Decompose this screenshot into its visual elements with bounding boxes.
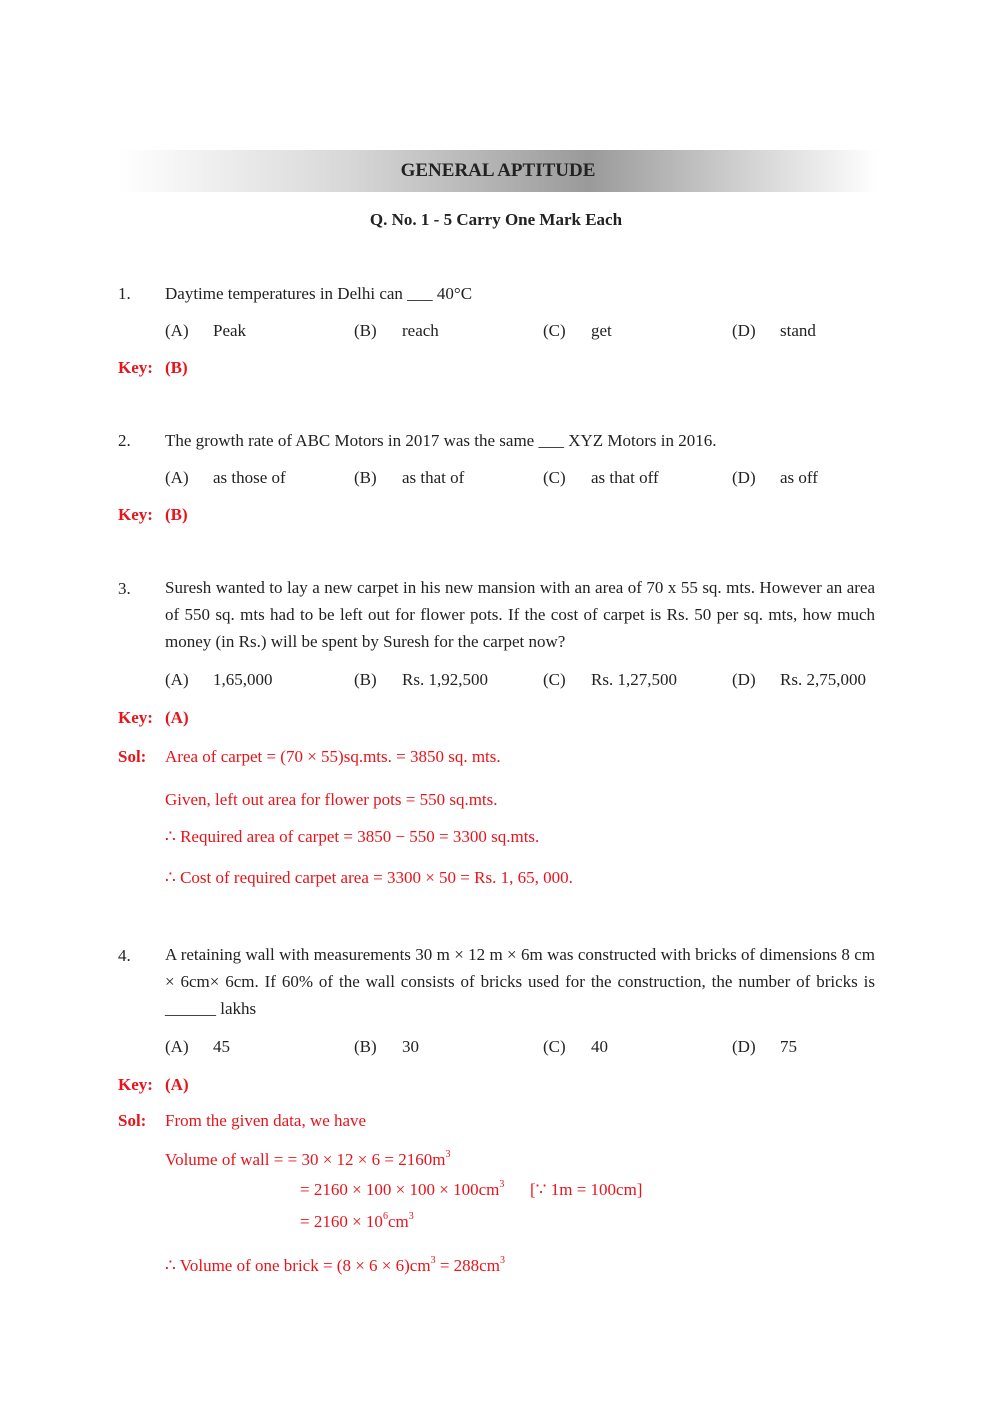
sol-label: Sol: [118,1111,147,1130]
section-subtitle: Q. No. 1 - 5 Carry One Mark Each [369,210,623,229]
option-label: (D) [732,321,756,340]
question-2-number: 2. [118,431,131,450]
section-title: GENERAL APTITUDE [400,160,596,181]
solution-line: ∴ Cost of required carpet area = 3300 × 50 = Rs. 1, 65, 000. [165,868,573,887]
solution-wall-volume [165,1150,450,1170]
solution-line: Area of carpet = (70 × 55)sq.mts. = 3850 sq. mts. [165,747,501,766]
solution-wall-volume-cm [300,1180,504,1200]
option-text: as that off [591,468,659,487]
cube-exponent: 3 [499,1179,505,1190]
solution-brick-volume [165,1256,505,1276]
option-label: (C) [543,468,566,487]
option-text: reach [402,321,439,340]
option-label: (D) [732,1037,756,1056]
solution-line: ∴ Required area of carpet = 3850 − 550 = 3300 sq.mts. [165,827,540,846]
key-label: Key: [118,708,153,727]
key-label: Key: [118,505,153,524]
option-text: as those of [213,468,286,487]
question-2-text: The growth rate of ABC Motors in 2017 was the same ___ XYZ Motors in 2016. [165,431,717,450]
question-1-key: (B) [165,358,188,377]
option-label: (C) [543,670,566,689]
cube-exponent: 3 [445,1149,451,1160]
question-3-number: 3. [118,579,131,598]
solution-unit: cm [387,1212,409,1231]
solution-eq: = 2160 × 100 × 100 × 100cm [300,1180,500,1199]
question-3-text: Suresh wanted to lay a new carpet in his new mansion with an area of 70 x 55 sq. mts. However an area of 550 sq. mts had to be left out for flower pots. If the cost of carpet is Rs. 50 per sq. mts, how much money (in Rs.) will be spent by Suresh for the carpet now? [165,578,875,651]
option-text: as that of [402,468,465,487]
option-text: 30 [402,1037,419,1056]
key-label: Key: [118,358,153,377]
question-1-number: 1. [118,284,131,303]
option-label: (A) [165,1037,189,1056]
option-text: Rs. 1,92,500 [402,670,488,689]
solution-line: Given, left out area for flower pots = 550 sq.mts. [165,790,498,809]
option-text: Rs. 1,27,500 [591,670,677,689]
solution-intro: From the given data, we have [165,1111,367,1130]
key-label: Key: [118,1075,153,1094]
option-label: (B) [354,1037,377,1056]
solution-eq: ∴ Volume of one brick = (8 × 6 × 6)cm [165,1256,431,1275]
question-3-key: (A) [165,708,189,727]
option-label: (A) [165,670,189,689]
question-4-key: (A) [165,1075,189,1094]
option-label: (C) [543,1037,566,1056]
cube-exponent: 3 [430,1255,436,1266]
option-label: (D) [732,670,756,689]
option-text: as off [780,468,818,487]
solution-label: Volume of wall = [165,1150,284,1169]
option-text: get [591,321,612,340]
option-label: (B) [354,670,377,689]
cube-exponent: 3 [499,1255,505,1266]
option-label: (A) [165,321,189,340]
option-text: 45 [213,1037,230,1056]
sol-label: Sol: [118,747,147,766]
option-label: (B) [354,321,377,340]
solution-wall-volume-result [300,1212,414,1232]
question-1-text: Daytime temperatures in Delhi can ___ 40°C [165,284,473,303]
option-text: stand [780,321,816,340]
option-text: Peak [213,321,247,340]
cube-exponent: 3 [408,1211,414,1222]
solution-eq: = 2160 × 10 [300,1212,383,1231]
option-text: Rs. 2,75,000 [780,670,866,689]
option-label: (B) [354,468,377,487]
option-text: 40 [591,1037,608,1056]
solution-conversion-note: [∵ 1m = 100cm] [530,1180,643,1199]
question-2-key: (B) [165,505,188,524]
option-text: 75 [780,1037,797,1056]
question-4-text: A retaining wall with measurements 30 m × 12 m × 6m was constructed with bricks of dimensions 8 cm × 6cm× 6cm. If 60% of the wall consists of bricks used for the construction, the number of bricks is ______ lakhs [165,945,875,1018]
question-4-number: 4. [118,946,131,965]
solution-eq: = 30 × 12 × 6 = 2160m [287,1150,446,1169]
power-exponent: 6 [382,1211,388,1222]
solution-eq: = 288cm [435,1256,500,1275]
section-banner [118,150,878,192]
option-label: (D) [732,468,756,487]
option-label: (A) [165,468,189,487]
option-text: 1,65,000 [213,670,273,689]
option-label: (C) [543,321,566,340]
